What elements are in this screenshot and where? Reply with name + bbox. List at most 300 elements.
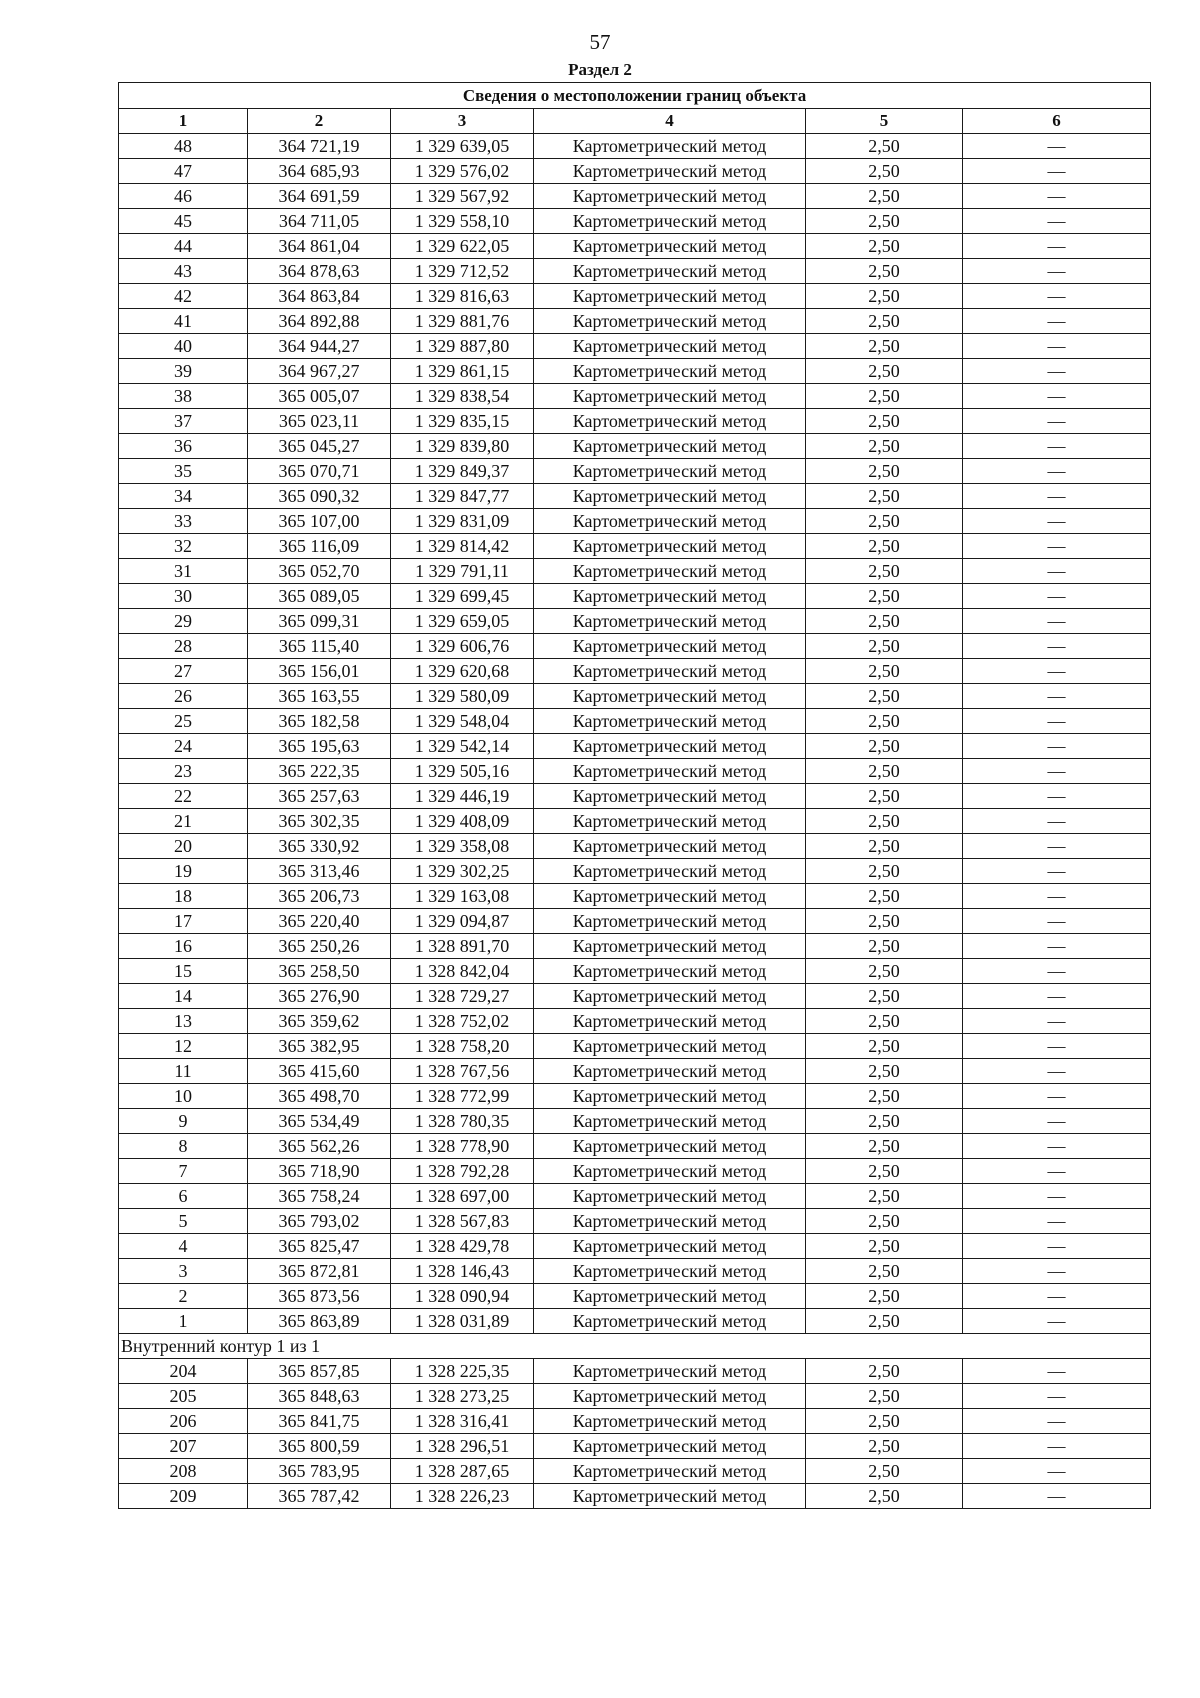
accuracy-cell: 2,50: [806, 584, 963, 609]
accuracy-cell: 2,50: [806, 534, 963, 559]
table-row: [119, 259, 1151, 284]
coord-y-cell: 1 329 835,15: [391, 409, 534, 434]
coord-x-cell: 365 070,71: [248, 459, 391, 484]
point-number-cell: 48: [119, 134, 248, 159]
table-row: [119, 1034, 1151, 1059]
method-cell: Картометрический метод: [534, 934, 806, 959]
coord-x-cell: 365 783,95: [248, 1459, 391, 1484]
method-cell: Картометрический метод: [534, 809, 806, 834]
coord-y-cell: 1 329 839,80: [391, 434, 534, 459]
coord-y-cell: 1 329 548,04: [391, 709, 534, 734]
method-cell: Картометрический метод: [534, 434, 806, 459]
point-number-cell: 209: [119, 1484, 248, 1509]
coord-x-cell: 365 156,01: [248, 659, 391, 684]
coord-x-cell: 365 872,81: [248, 1259, 391, 1284]
note-cell: —: [963, 459, 1151, 484]
method-cell: Картометрический метод: [534, 334, 806, 359]
accuracy-cell: 2,50: [806, 709, 963, 734]
note-cell: —: [963, 409, 1151, 434]
table-row: [119, 1234, 1151, 1259]
method-cell: Картометрический метод: [534, 1459, 806, 1484]
point-number-cell: 12: [119, 1034, 248, 1059]
note-cell: —: [963, 359, 1151, 384]
coord-y-cell: 1 329 558,10: [391, 209, 534, 234]
coord-y-cell: 1 329 831,09: [391, 509, 534, 534]
column-header: 2: [248, 109, 391, 134]
point-number-cell: 206: [119, 1409, 248, 1434]
coord-y-cell: 1 329 446,19: [391, 784, 534, 809]
method-cell: Картометрический метод: [534, 359, 806, 384]
accuracy-cell: 2,50: [806, 159, 963, 184]
method-cell: Картометрический метод: [534, 1234, 806, 1259]
method-cell: Картометрический метод: [534, 734, 806, 759]
point-number-cell: 10: [119, 1084, 248, 1109]
point-number-cell: 46: [119, 184, 248, 209]
coord-x-cell: 365 863,89: [248, 1309, 391, 1334]
coord-x-cell: 364 892,88: [248, 309, 391, 334]
point-number-cell: 40: [119, 334, 248, 359]
table-row: [119, 359, 1151, 384]
coord-x-cell: 364 878,63: [248, 259, 391, 284]
table-row: [119, 434, 1151, 459]
table-row: [119, 1434, 1151, 1459]
coord-y-cell: 1 328 758,20: [391, 1034, 534, 1059]
point-number-cell: 25: [119, 709, 248, 734]
method-cell: Картометрический метод: [534, 509, 806, 534]
accuracy-cell: 2,50: [806, 984, 963, 1009]
coord-x-cell: 365 841,75: [248, 1409, 391, 1434]
note-cell: —: [963, 134, 1151, 159]
accuracy-cell: 2,50: [806, 809, 963, 834]
coord-y-cell: 1 329 639,05: [391, 134, 534, 159]
method-cell: Картометрический метод: [534, 209, 806, 234]
point-number-cell: 19: [119, 859, 248, 884]
table-row: [119, 934, 1151, 959]
table-row: [119, 1059, 1151, 1084]
accuracy-cell: 2,50: [806, 1134, 963, 1159]
point-number-cell: 37: [119, 409, 248, 434]
coord-x-cell: 365 313,46: [248, 859, 391, 884]
method-cell: Картометрический метод: [534, 1434, 806, 1459]
note-cell: —: [963, 484, 1151, 509]
point-number-cell: 21: [119, 809, 248, 834]
table-row: [119, 834, 1151, 859]
method-cell: Картометрический метод: [534, 259, 806, 284]
method-cell: Картометрический метод: [534, 159, 806, 184]
accuracy-cell: 2,50: [806, 1384, 963, 1409]
accuracy-cell: 2,50: [806, 1034, 963, 1059]
note-cell: —: [963, 584, 1151, 609]
table-row: [119, 759, 1151, 784]
coord-x-cell: 365 222,35: [248, 759, 391, 784]
note-cell: —: [963, 659, 1151, 684]
method-cell: Картометрический метод: [534, 1284, 806, 1309]
note-cell: —: [963, 834, 1151, 859]
coord-y-cell: 1 329 606,76: [391, 634, 534, 659]
accuracy-cell: 2,50: [806, 409, 963, 434]
coord-y-cell: 1 328 792,28: [391, 1159, 534, 1184]
table-row: [119, 1384, 1151, 1409]
point-number-cell: 204: [119, 1359, 248, 1384]
table-row: [119, 1309, 1151, 1334]
point-number-cell: 15: [119, 959, 248, 984]
table-row: [119, 559, 1151, 584]
coord-x-cell: 364 685,93: [248, 159, 391, 184]
coord-x-cell: 365 258,50: [248, 959, 391, 984]
accuracy-cell: 2,50: [806, 234, 963, 259]
accuracy-cell: 2,50: [806, 434, 963, 459]
table-row: [119, 1209, 1151, 1234]
table-row: [119, 1184, 1151, 1209]
note-cell: —: [963, 209, 1151, 234]
table-row: [119, 134, 1151, 159]
accuracy-cell: 2,50: [806, 134, 963, 159]
point-number-cell: 39: [119, 359, 248, 384]
method-cell: Картометрический метод: [534, 759, 806, 784]
table-row: [119, 334, 1151, 359]
note-cell: —: [963, 709, 1151, 734]
point-number-cell: 7: [119, 1159, 248, 1184]
table-row: [119, 209, 1151, 234]
note-cell: —: [963, 934, 1151, 959]
table-row: [119, 1084, 1151, 1109]
column-header: 4: [534, 109, 806, 134]
coord-x-cell: 365 023,11: [248, 409, 391, 434]
table-body: [119, 83, 1151, 1509]
table-row: [119, 909, 1151, 934]
method-cell: Картометрический метод: [534, 1109, 806, 1134]
method-cell: Картометрический метод: [534, 1084, 806, 1109]
table-row: [119, 159, 1151, 184]
table-row: [119, 1359, 1151, 1384]
coord-x-cell: 365 090,32: [248, 484, 391, 509]
method-cell: Картометрический метод: [534, 559, 806, 584]
point-number-cell: 8: [119, 1134, 248, 1159]
method-cell: Картометрический метод: [534, 184, 806, 209]
point-number-cell: 27: [119, 659, 248, 684]
point-number-cell: 9: [119, 1109, 248, 1134]
coord-x-cell: 365 250,26: [248, 934, 391, 959]
accuracy-cell: 2,50: [806, 909, 963, 934]
note-cell: —: [963, 309, 1151, 334]
accuracy-cell: 2,50: [806, 1159, 963, 1184]
note-cell: —: [963, 1284, 1151, 1309]
coord-y-cell: 1 328 287,65: [391, 1459, 534, 1484]
table-row: [119, 459, 1151, 484]
table-row: [119, 859, 1151, 884]
point-number-cell: 4: [119, 1234, 248, 1259]
coord-x-cell: 365 787,42: [248, 1484, 391, 1509]
point-number-cell: 44: [119, 234, 248, 259]
accuracy-cell: 2,50: [806, 259, 963, 284]
boundary-coordinates-table: [118, 82, 1151, 1509]
accuracy-cell: 2,50: [806, 1434, 963, 1459]
note-cell: —: [963, 734, 1151, 759]
accuracy-cell: 2,50: [806, 1109, 963, 1134]
coord-y-cell: 1 328 697,00: [391, 1184, 534, 1209]
column-header: 5: [806, 109, 963, 134]
note-cell: —: [963, 1034, 1151, 1059]
note-cell: —: [963, 1459, 1151, 1484]
column-header: 6: [963, 109, 1151, 134]
method-cell: Картометрический метод: [534, 1159, 806, 1184]
accuracy-cell: 2,50: [806, 859, 963, 884]
method-cell: Картометрический метод: [534, 309, 806, 334]
point-number-cell: 17: [119, 909, 248, 934]
accuracy-cell: 2,50: [806, 1009, 963, 1034]
coord-y-cell: 1 329 847,77: [391, 484, 534, 509]
coord-y-cell: 1 329 505,16: [391, 759, 534, 784]
point-number-cell: 5: [119, 1209, 248, 1234]
point-number-cell: 28: [119, 634, 248, 659]
coord-x-cell: 365 005,07: [248, 384, 391, 409]
inner-contour-label: Внутренний контур 1 из 1: [119, 1334, 1151, 1359]
point-number-cell: 2: [119, 1284, 248, 1309]
accuracy-cell: 2,50: [806, 834, 963, 859]
table-row: [119, 609, 1151, 634]
method-cell: Картометрический метод: [534, 1359, 806, 1384]
point-number-cell: 30: [119, 584, 248, 609]
coord-y-cell: 1 329 576,02: [391, 159, 534, 184]
coord-x-cell: 365 257,63: [248, 784, 391, 809]
coord-y-cell: 1 328 429,78: [391, 1234, 534, 1259]
point-number-cell: 24: [119, 734, 248, 759]
method-cell: Картометрический метод: [534, 609, 806, 634]
method-cell: Картометрический метод: [534, 1259, 806, 1284]
coord-x-cell: 365 206,73: [248, 884, 391, 909]
table-row: [119, 884, 1151, 909]
coord-x-cell: 365 182,58: [248, 709, 391, 734]
accuracy-cell: 2,50: [806, 1059, 963, 1084]
note-cell: —: [963, 984, 1151, 1009]
accuracy-cell: 2,50: [806, 1309, 963, 1334]
note-cell: —: [963, 1159, 1151, 1184]
coord-x-cell: 364 721,19: [248, 134, 391, 159]
point-number-cell: 38: [119, 384, 248, 409]
note-cell: —: [963, 609, 1151, 634]
coord-x-cell: 365 220,40: [248, 909, 391, 934]
accuracy-cell: 2,50: [806, 184, 963, 209]
coord-x-cell: 365 045,27: [248, 434, 391, 459]
accuracy-cell: 2,50: [806, 1459, 963, 1484]
page-number: 57: [589, 30, 611, 54]
accuracy-cell: 2,50: [806, 334, 963, 359]
accuracy-cell: 2,50: [806, 734, 963, 759]
accuracy-cell: 2,50: [806, 959, 963, 984]
method-cell: Картометрический метод: [534, 134, 806, 159]
coord-x-cell: 365 052,70: [248, 559, 391, 584]
coord-x-cell: 365 115,40: [248, 634, 391, 659]
accuracy-cell: 2,50: [806, 459, 963, 484]
note-cell: —: [963, 1434, 1151, 1459]
note-cell: —: [963, 384, 1151, 409]
point-number-cell: 23: [119, 759, 248, 784]
coord-x-cell: 364 863,84: [248, 284, 391, 309]
coord-y-cell: 1 328 780,35: [391, 1109, 534, 1134]
coord-x-cell: 365 163,55: [248, 684, 391, 709]
inner-contour-row: [119, 1334, 1151, 1359]
table-row: [119, 509, 1151, 534]
table-row: [119, 584, 1151, 609]
method-cell: Картометрический метод: [534, 859, 806, 884]
note-cell: —: [963, 634, 1151, 659]
coord-y-cell: 1 328 273,25: [391, 1384, 534, 1409]
accuracy-cell: 2,50: [806, 209, 963, 234]
column-header: 3: [391, 109, 534, 134]
coord-x-cell: 365 099,31: [248, 609, 391, 634]
point-number-cell: 47: [119, 159, 248, 184]
coord-x-cell: 365 825,47: [248, 1234, 391, 1259]
point-number-cell: 33: [119, 509, 248, 534]
accuracy-cell: 2,50: [806, 1184, 963, 1209]
note-cell: —: [963, 809, 1151, 834]
coord-y-cell: 1 329 816,63: [391, 284, 534, 309]
accuracy-cell: 2,50: [806, 1284, 963, 1309]
note-cell: —: [963, 1084, 1151, 1109]
table-row: [119, 309, 1151, 334]
note-cell: —: [963, 1234, 1151, 1259]
note-cell: —: [963, 259, 1151, 284]
table-row: [119, 1459, 1151, 1484]
coord-x-cell: 365 116,09: [248, 534, 391, 559]
method-cell: Картометрический метод: [534, 484, 806, 509]
method-cell: Картометрический метод: [534, 1309, 806, 1334]
note-cell: —: [963, 334, 1151, 359]
method-cell: Картометрический метод: [534, 1484, 806, 1509]
accuracy-cell: 2,50: [806, 1409, 963, 1434]
coord-y-cell: 1 329 567,92: [391, 184, 534, 209]
point-number-cell: 32: [119, 534, 248, 559]
table-row: [119, 1134, 1151, 1159]
coord-x-cell: 365 534,49: [248, 1109, 391, 1134]
accuracy-cell: 2,50: [806, 784, 963, 809]
method-cell: Картометрический метод: [534, 1134, 806, 1159]
table-row: [119, 484, 1151, 509]
point-number-cell: 14: [119, 984, 248, 1009]
coord-x-cell: 364 967,27: [248, 359, 391, 384]
table-row: [119, 1109, 1151, 1134]
coord-y-cell: 1 329 163,08: [391, 884, 534, 909]
accuracy-cell: 2,50: [806, 359, 963, 384]
method-cell: Картометрический метод: [534, 1009, 806, 1034]
method-cell: Картометрический метод: [534, 834, 806, 859]
accuracy-cell: 2,50: [806, 659, 963, 684]
coord-y-cell: 1 328 090,94: [391, 1284, 534, 1309]
method-cell: Картометрический метод: [534, 784, 806, 809]
coord-x-cell: 365 873,56: [248, 1284, 391, 1309]
point-number-cell: 35: [119, 459, 248, 484]
point-number-cell: 43: [119, 259, 248, 284]
accuracy-cell: 2,50: [806, 309, 963, 334]
method-cell: Картометрический метод: [534, 1409, 806, 1434]
accuracy-cell: 2,50: [806, 484, 963, 509]
table-row: [119, 684, 1151, 709]
coord-x-cell: 365 107,00: [248, 509, 391, 534]
coord-x-cell: 365 857,85: [248, 1359, 391, 1384]
coord-x-cell: 364 944,27: [248, 334, 391, 359]
table-row: [119, 784, 1151, 809]
coord-x-cell: 365 195,63: [248, 734, 391, 759]
method-cell: Картометрический метод: [534, 884, 806, 909]
table-row: [119, 959, 1151, 984]
coord-x-cell: 365 382,95: [248, 1034, 391, 1059]
table-row: [119, 409, 1151, 434]
note-cell: —: [963, 909, 1151, 934]
note-cell: —: [963, 1109, 1151, 1134]
point-number-cell: 205: [119, 1384, 248, 1409]
coord-y-cell: 1 328 778,90: [391, 1134, 534, 1159]
coord-y-cell: 1 329 838,54: [391, 384, 534, 409]
coord-y-cell: 1 329 620,68: [391, 659, 534, 684]
method-cell: Картометрический метод: [534, 409, 806, 434]
table-row: [119, 1009, 1151, 1034]
method-cell: Картометрический метод: [534, 984, 806, 1009]
column-header-row: [119, 109, 1151, 134]
table-row: [119, 984, 1151, 1009]
accuracy-cell: 2,50: [806, 384, 963, 409]
coord-y-cell: 1 328 031,89: [391, 1309, 534, 1334]
point-number-cell: 20: [119, 834, 248, 859]
coord-y-cell: 1 328 226,23: [391, 1484, 534, 1509]
note-cell: —: [963, 1309, 1151, 1334]
note-cell: —: [963, 1184, 1151, 1209]
table-row: [119, 709, 1151, 734]
coord-x-cell: 364 711,05: [248, 209, 391, 234]
note-cell: —: [963, 509, 1151, 534]
note-cell: —: [963, 784, 1151, 809]
coord-y-cell: 1 329 881,76: [391, 309, 534, 334]
point-number-cell: 6: [119, 1184, 248, 1209]
coord-y-cell: 1 328 296,51: [391, 1434, 534, 1459]
coord-x-cell: 365 089,05: [248, 584, 391, 609]
table-row: [119, 1159, 1151, 1184]
point-number-cell: 34: [119, 484, 248, 509]
table-row: [119, 284, 1151, 309]
method-cell: Картометрический метод: [534, 284, 806, 309]
table-row: [119, 534, 1151, 559]
coord-x-cell: 365 800,59: [248, 1434, 391, 1459]
coord-y-cell: 1 328 772,99: [391, 1084, 534, 1109]
point-number-cell: 45: [119, 209, 248, 234]
table-row: [119, 1409, 1151, 1434]
point-number-cell: 36: [119, 434, 248, 459]
note-cell: —: [963, 284, 1151, 309]
method-cell: Картометрический метод: [534, 1209, 806, 1234]
coord-x-cell: 365 498,70: [248, 1084, 391, 1109]
point-number-cell: 207: [119, 1434, 248, 1459]
point-number-cell: 26: [119, 684, 248, 709]
accuracy-cell: 2,50: [806, 934, 963, 959]
point-number-cell: 42: [119, 284, 248, 309]
coord-x-cell: 365 562,26: [248, 1134, 391, 1159]
note-cell: —: [963, 434, 1151, 459]
table-caption: Сведения о местоположении границ объекта: [119, 83, 1151, 109]
accuracy-cell: 2,50: [806, 634, 963, 659]
method-cell: Картометрический метод: [534, 659, 806, 684]
point-number-cell: 31: [119, 559, 248, 584]
accuracy-cell: 2,50: [806, 609, 963, 634]
coord-y-cell: 1 329 659,05: [391, 609, 534, 634]
method-cell: Картометрический метод: [534, 384, 806, 409]
accuracy-cell: 2,50: [806, 684, 963, 709]
point-number-cell: 13: [119, 1009, 248, 1034]
coord-y-cell: 1 329 791,11: [391, 559, 534, 584]
method-cell: Картометрический метод: [534, 459, 806, 484]
coord-y-cell: 1 329 622,05: [391, 234, 534, 259]
accuracy-cell: 2,50: [806, 759, 963, 784]
note-cell: —: [963, 1009, 1151, 1034]
point-number-cell: 208: [119, 1459, 248, 1484]
